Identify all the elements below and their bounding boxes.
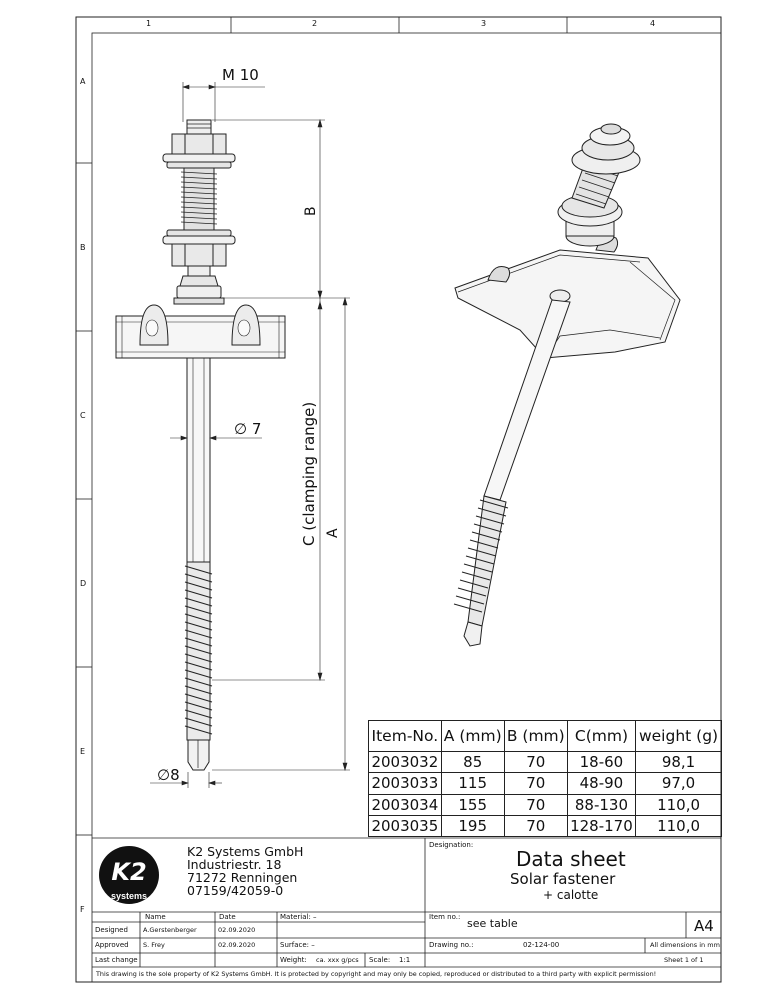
grid-col-2: 2	[312, 19, 318, 28]
company-street: Industriestr. 18	[187, 857, 282, 872]
cell-weight: 98,1	[636, 752, 722, 773]
header-b: B (mm)	[504, 721, 567, 752]
tb-approved-date: 02.09.2020	[218, 941, 256, 949]
tb-approved-name: S. Frey	[143, 941, 165, 949]
dim-a-label: A	[325, 528, 341, 538]
dim-thread-label: M 10	[222, 66, 259, 84]
cell-a: 195	[441, 815, 504, 836]
tb-item-no-value: see table	[467, 917, 518, 930]
tb-copyright: This drawing is the sole property of K2 Systems GmbH. It is protected by copyright and may only be copied, reproduced or distributed to a third party with explicit permission!	[96, 970, 657, 978]
tb-material: Material: –	[280, 913, 317, 921]
tb-designed-date: 02.09.2020	[218, 926, 256, 934]
table-row	[369, 773, 722, 794]
items-table	[368, 720, 722, 837]
grid-row-c: C	[80, 411, 86, 420]
cell-weight: 110,0	[636, 815, 722, 836]
company-name: K2 Systems GmbH	[187, 844, 304, 859]
items-table-header-row	[369, 721, 722, 752]
tb-scale-value: 1:1	[399, 956, 411, 964]
grid-col-3: 3	[481, 19, 487, 28]
tb-designed-label: Designed	[95, 926, 128, 934]
cell-b: 70	[504, 794, 567, 815]
tb-weight-label: Weight:	[280, 956, 307, 964]
grid-row-e: E	[80, 747, 86, 756]
cell-a: 155	[441, 794, 504, 815]
header-c: C(mm)	[567, 721, 635, 752]
tb-format: A4	[694, 917, 714, 935]
dim-tip-dia-label: ∅8	[157, 766, 180, 784]
grid-col-4: 4	[650, 19, 656, 28]
tb-drawing-no-value: 02-124-00	[523, 941, 560, 949]
tb-last-change-label: Last change	[95, 956, 138, 964]
cell-c: 88-130	[567, 794, 635, 815]
cell-a: 115	[441, 773, 504, 794]
designation-subtitle2: + calotte	[543, 888, 599, 902]
k2-logo	[98, 845, 160, 905]
cell-c: 18-60	[567, 752, 635, 773]
table-row	[369, 752, 722, 773]
tb-scale-label: Scale:	[369, 956, 391, 964]
grid-col-1: 1	[146, 19, 152, 28]
company-phone: 07159/42059-0	[187, 883, 284, 898]
tb-dimensions-note: All dimensions in mm	[650, 941, 720, 949]
tb-drawing-no-label: Drawing no.:	[429, 941, 474, 949]
cell-item-no: 2003035	[369, 815, 442, 836]
header-weight: weight (g)	[636, 721, 722, 752]
header-a: A (mm)	[441, 721, 504, 752]
dim-shaft-dia-label: ∅ 7	[234, 420, 262, 438]
column-dividers	[231, 17, 567, 33]
tb-item-no-label: Item no.:	[429, 913, 461, 921]
company-city: 71272 Renningen	[187, 870, 298, 885]
tb-col-date: Date	[219, 913, 236, 921]
cell-weight: 110,0	[636, 794, 722, 815]
grid-row-f: F	[80, 905, 85, 914]
logo-sub-text: systems	[110, 891, 148, 901]
cell-c: 48-90	[567, 773, 635, 794]
dim-c-label: C (clamping range)	[300, 401, 318, 546]
tb-surface: Surface: –	[280, 941, 315, 949]
cell-b: 70	[504, 773, 567, 794]
dim-b-label: B	[303, 206, 319, 216]
cell-a: 85	[441, 752, 504, 773]
cell-c: 128-170	[567, 815, 635, 836]
grid-row-a: A	[80, 77, 86, 86]
table-row	[369, 794, 722, 815]
cell-item-no: 2003034	[369, 794, 442, 815]
tb-col-name: Name	[145, 913, 166, 921]
cell-item-no: 2003033	[369, 773, 442, 794]
designation-subtitle: Solar fastener	[510, 870, 616, 888]
table-row	[369, 815, 722, 836]
tb-sheet: Sheet 1 of 1	[664, 956, 704, 964]
designation-title: Data sheet	[516, 847, 626, 871]
logo-main-text: K2	[111, 858, 147, 886]
isometric-view	[454, 124, 680, 646]
tb-approved-label: Approved	[95, 941, 129, 949]
grid-row-d: D	[80, 579, 87, 588]
tb-weight-value: ca. xxx g/pcs	[316, 956, 359, 964]
cell-weight: 97,0	[636, 773, 722, 794]
tb-designed-name: A.Gerstenberger	[143, 926, 197, 934]
cell-b: 70	[504, 752, 567, 773]
grid-row-b: B	[80, 243, 86, 252]
side-view	[116, 120, 285, 770]
cell-b: 70	[504, 815, 567, 836]
designation-label: Designation:	[429, 841, 474, 849]
row-dividers	[76, 163, 92, 835]
header-item-no: Item-No.	[369, 721, 442, 752]
cell-item-no: 2003032	[369, 752, 442, 773]
